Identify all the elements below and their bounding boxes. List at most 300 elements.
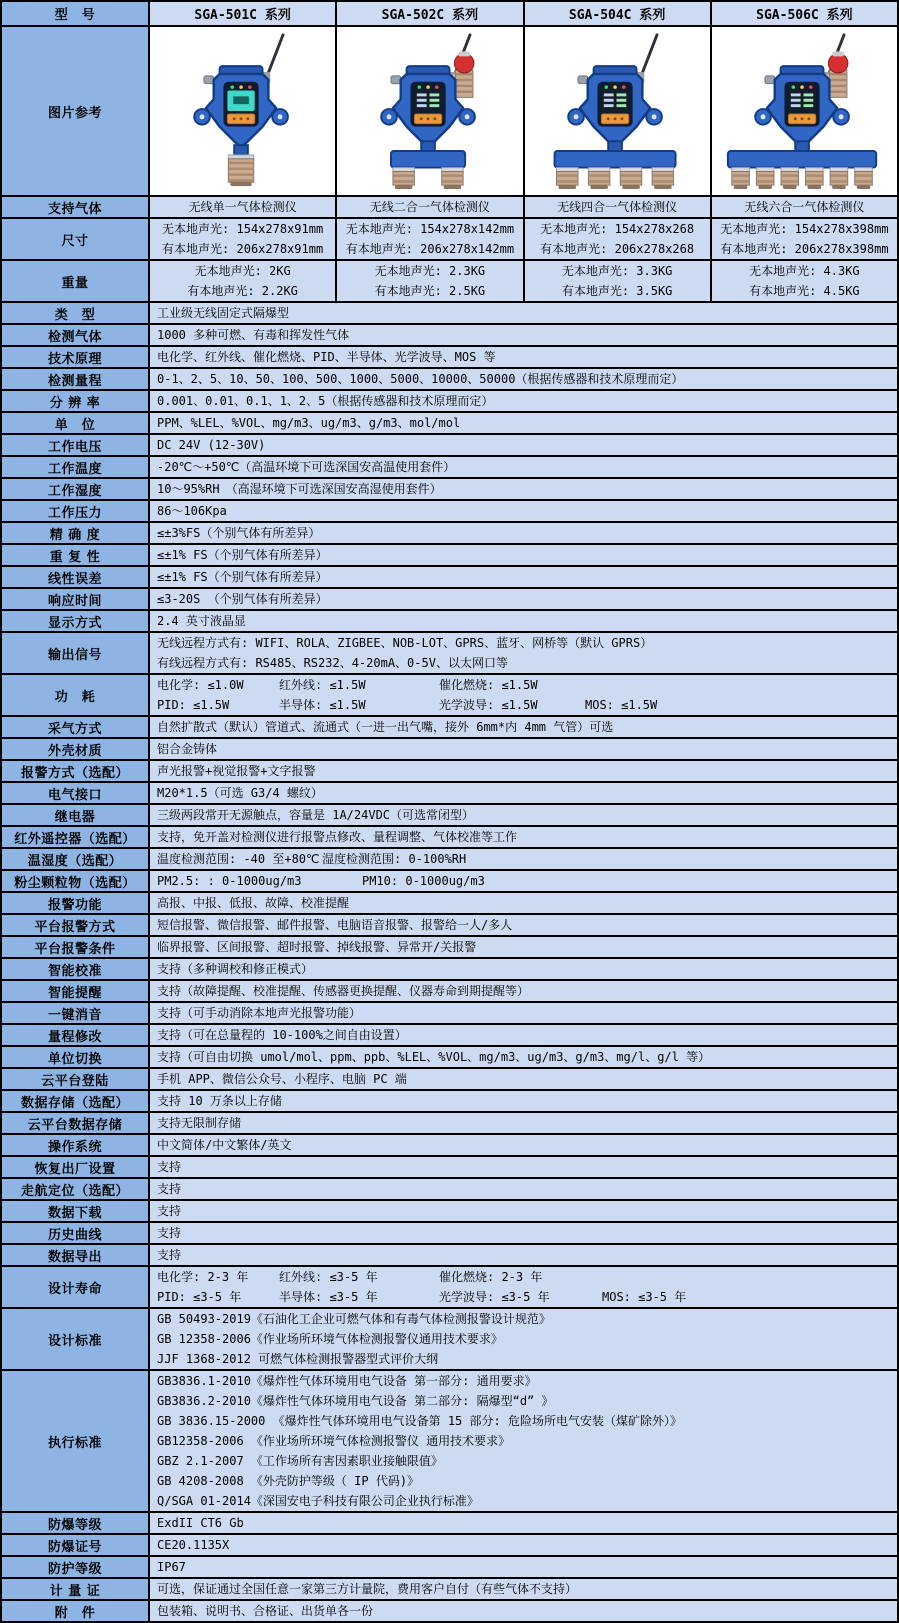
table-row	[1, 1578, 898, 1600]
spec-line: 支持	[157, 1160, 182, 1174]
spec-value-cell	[336, 260, 523, 302]
spec-segment: 光学波导: ≤1.5W	[439, 698, 538, 712]
table-row	[1, 260, 898, 302]
antenna-icon	[266, 35, 283, 78]
sensor-head-icon	[228, 155, 253, 186]
spec-value-cell	[149, 980, 898, 1002]
table-row	[1, 566, 898, 588]
spec-value-cell	[524, 196, 711, 218]
manifold-block	[391, 151, 465, 168]
spec-line: 无本地声光: 154x278x142mm	[345, 222, 515, 236]
table-row	[1, 980, 898, 1002]
table-row	[1, 1002, 898, 1024]
spec-line: 0-1、2、5、10、50、100、500、1000、5000、10000、50000（根据传感器和技术原理而定）	[157, 372, 684, 386]
spec-line: 无线远程方式有: WIFI、ROLA、ZIGBEE、NOB-LOT、GPRS、蓝牙、网桥等（默认 GPRS）	[157, 636, 653, 650]
table-row	[1, 588, 898, 610]
table-row	[1, 390, 898, 412]
spec-value-cell	[149, 892, 898, 914]
spec-line: GB3836.1-2010《爆炸性气体环境用电气设备 第一部分: 通用要求》	[157, 1374, 537, 1388]
device-image-cell	[149, 26, 336, 196]
sensor-head-icon	[620, 168, 641, 189]
table-row	[1, 1112, 898, 1134]
spec-line: IP67	[157, 1560, 186, 1574]
spec-line: 支持（可手动消除本地声光报警功能）	[157, 1006, 362, 1020]
spec-line: 手机 APP、微信公众号、小程序、电脑 PC 端	[157, 1072, 407, 1086]
spec-value-cell	[149, 522, 898, 544]
table-row	[1, 196, 898, 218]
table-row	[1, 892, 898, 914]
table-row	[1, 1600, 898, 1622]
spec-line: GB 12358-2006《作业场所环境气体检测报警仪通用技术要求》	[157, 1332, 503, 1346]
gas-detector-illustration	[157, 31, 329, 191]
spec-value-cell	[149, 1266, 898, 1308]
spec-line: GB 4208-2008 《外壳防护等级（ IP 代码)》	[157, 1474, 420, 1488]
spec-value-cell	[149, 1308, 898, 1370]
spec-segment: 温度检测范围: -40 至+80℃	[157, 852, 320, 866]
spec-line	[157, 695, 890, 715]
table-row	[1, 522, 898, 544]
row-label: 工作温度	[1, 456, 149, 478]
spec-value-cell	[524, 218, 711, 260]
row-label: 设计寿命	[1, 1266, 149, 1308]
device-image-cell	[336, 26, 523, 196]
spec-line: 支持，免开盖对检测仪进行报警点修改、量程调整、气体校准等工作	[157, 830, 518, 844]
table-row	[1, 1200, 898, 1222]
spec-line: 高报、中报、低报、故障、校准提醒	[157, 896, 350, 910]
spec-line: 无本地声光: 2.3KG	[374, 264, 486, 278]
row-label: 功 耗	[1, 674, 149, 716]
spec-value-cell	[149, 1112, 898, 1134]
spec-line: PPM、%LEL、%VOL、mg/m3、ug/m3、g/m3、mol/mol	[157, 416, 461, 430]
table-row	[1, 302, 898, 324]
spec-value-cell	[149, 346, 898, 368]
spec-value-cell	[149, 936, 898, 958]
spec-value-cell	[149, 848, 898, 870]
row-label: 数据下载	[1, 1200, 149, 1222]
spec-line: 工业级无线固定式隔爆型	[157, 306, 290, 320]
spec-line: 支持	[157, 1204, 182, 1218]
table-row	[1, 826, 898, 848]
sensor-head-icon	[732, 168, 750, 189]
spec-line: 有本地声光: 3.5KG	[561, 284, 673, 298]
spec-value-cell	[149, 1178, 898, 1200]
spec-line: 电化学、红外线、催化燃烧、PID、半导体、光学波导、MOS 等	[157, 350, 496, 364]
gas-detector-illustration	[531, 31, 703, 191]
row-label: 外壳材质	[1, 738, 149, 760]
table-row	[1, 1244, 898, 1266]
table-row	[1, 346, 898, 368]
spec-line: GB 3836.15-2000 《爆炸性气体环境用电气设备第 15 部分: 危险场所电气安装（煤矿除外）》	[157, 1414, 682, 1428]
row-label: 平台报警方式	[1, 914, 149, 936]
row-label: 数据存储（选配）	[1, 1090, 149, 1112]
sensor-head-icon	[831, 168, 849, 189]
table-row	[1, 368, 898, 390]
spec-value-cell	[149, 1134, 898, 1156]
row-label: 平台报警条件	[1, 936, 149, 958]
table-row	[1, 1370, 898, 1512]
spec-line: Q/SGA 01-2014《深国安电子科技有限公司企业执行标准》	[157, 1494, 479, 1508]
row-label: 继电器	[1, 804, 149, 826]
spec-line: ≤3-20S （个别气体有所差异）	[157, 592, 328, 606]
spec-line: 86～106Kpa	[157, 504, 227, 518]
row-label: 重量	[1, 260, 149, 302]
spec-value-cell	[149, 1156, 898, 1178]
spec-line: 无本地声光: 154x278x268	[540, 222, 695, 236]
row-label: 工作湿度	[1, 478, 149, 500]
spec-value-cell	[524, 260, 711, 302]
row-label: 单 位	[1, 412, 149, 434]
spec-line: 有本地声光: 206x278x142mm	[345, 242, 515, 256]
spec-line: ≤±3%FS（个别气体有所差异）	[157, 526, 321, 540]
spec-line: 0.001、0.01、0.1、1、2、5（根据传感器和技术原理而定）	[157, 394, 494, 408]
spec-line: 无线四合一气体检测仪	[557, 200, 678, 214]
spec-value-cell	[149, 324, 898, 346]
spec-value-cell	[711, 196, 898, 218]
spec-value-cell	[149, 1578, 898, 1600]
spec-segment: 红外线: ≤1.5W	[279, 678, 366, 692]
row-label: 重 复 性	[1, 544, 149, 566]
spec-value-cell	[149, 500, 898, 522]
spec-line: 支持	[157, 1248, 182, 1262]
row-label: 数据导出	[1, 1244, 149, 1266]
table-row	[1, 412, 898, 434]
spec-value-cell	[149, 1200, 898, 1222]
spec-line: 支持 10 万条以上存储	[157, 1094, 282, 1108]
spec-line: 无线六合一气体检测仪	[744, 200, 865, 214]
row-label: 历史曲线	[1, 1222, 149, 1244]
spec-value-cell	[149, 434, 898, 456]
spec-line: M20*1.5（可选 G3/4 螺纹）	[157, 786, 323, 800]
row-label: 支持气体	[1, 196, 149, 218]
device-image-cell	[524, 26, 711, 196]
spec-value-cell	[149, 412, 898, 434]
row-label: 采气方式	[1, 716, 149, 738]
spec-value-cell	[149, 1556, 898, 1578]
spec-segment: 半导体: ≤3-5 年	[279, 1290, 378, 1304]
spec-value-cell	[149, 716, 898, 738]
spec-line: -20℃～+50℃（高温环境下可选深国安高温使用套件）	[157, 460, 456, 474]
row-label: 工作电压	[1, 434, 149, 456]
table-row	[1, 544, 898, 566]
manifold-block	[555, 151, 676, 168]
row-label: 操作系统	[1, 1134, 149, 1156]
manifold-block	[728, 151, 876, 168]
model-column-header: SGA-506C 系列	[711, 1, 898, 26]
spec-segment: 半导体: ≤1.5W	[279, 698, 366, 712]
spec-value-cell	[149, 958, 898, 980]
row-label: 响应时间	[1, 588, 149, 610]
spec-value-cell	[149, 544, 898, 566]
row-label: 显示方式	[1, 610, 149, 632]
device-image-cell	[711, 26, 898, 196]
table-row	[1, 324, 898, 346]
spec-segment: 电化学: 2-3 年	[157, 1270, 249, 1284]
spec-line: 有本地声光: 4.5KG	[749, 284, 860, 298]
row-label: 输出信号	[1, 632, 149, 674]
spec-line	[157, 1287, 890, 1307]
spec-line: 无线单一气体检测仪	[188, 200, 297, 214]
spec-line: ExdII CT6 Gb	[157, 1516, 244, 1530]
spec-line: 支持（多种调校和修正模式）	[157, 962, 314, 976]
spec-value-cell	[711, 218, 898, 260]
model-column-header: SGA-501C 系列	[149, 1, 336, 26]
table-row	[1, 1222, 898, 1244]
table-row	[1, 936, 898, 958]
spec-line: GB12358-2006 《作业场所环境气体检测报警仪 通用技术要求》	[157, 1434, 511, 1448]
row-label: 报警功能	[1, 892, 149, 914]
spec-segment: 湿度检测范围: 0-100%RH	[322, 852, 467, 866]
row-label: 恢复出厂设置	[1, 1156, 149, 1178]
row-label: 精 确 度	[1, 522, 149, 544]
table-row	[1, 218, 898, 260]
spec-line: 10～95%RH （高湿环境下可选深国安高湿使用套件）	[157, 482, 442, 496]
row-label: 智能校准	[1, 958, 149, 980]
spec-line: 支持无限制存储	[157, 1116, 242, 1130]
spec-line: 可选，保证通过全国任意一家第三方计量院，费用客户自付（有些气体不支持）	[157, 1582, 578, 1596]
row-label: 图片参考	[1, 26, 149, 196]
spec-line: 有本地声光: 206x278x398mm	[720, 242, 889, 256]
table-row	[1, 848, 898, 870]
spec-line: 无本地声光: 154x278x91mm	[162, 222, 324, 236]
table-row	[1, 26, 898, 196]
spec-line: 有线远程方式有: RS485、RS232、4-20mA、0-5V、以太网口等	[157, 656, 508, 670]
spec-value-cell	[149, 260, 336, 302]
spec-value-cell	[149, 1068, 898, 1090]
spec-value-cell	[149, 390, 898, 412]
spec-segment: 光学波导: ≤3-5 年	[439, 1290, 550, 1304]
row-label: 防爆证号	[1, 1534, 149, 1556]
spec-value-cell	[149, 804, 898, 826]
spec-value-cell	[149, 368, 898, 390]
table-row	[1, 434, 898, 456]
row-label: 分 辨 率	[1, 390, 149, 412]
spec-line: GB3836.2-2010《爆炸性气体环境用电气设备 第二部分: 隔爆型“d” 》	[157, 1394, 554, 1408]
table-row	[1, 870, 898, 892]
spec-line: JJF 1368-2012 可燃气体检测报警器型式评价大纲	[157, 1352, 439, 1366]
model-column-header: SGA-502C 系列	[336, 1, 523, 26]
spec-line: 短信报警、微信报警、邮件报警、电脑语音报警、报警给一人/多人	[157, 918, 513, 932]
spec-line: 支持	[157, 1182, 182, 1196]
spec-segment: PM2.5: : 0-1000ug/m3	[157, 874, 302, 888]
row-label: 技术原理	[1, 346, 149, 368]
sensor-head-icon	[855, 168, 873, 189]
spec-line: 有本地声光: 2.5KG	[374, 284, 486, 298]
row-label: 防护等级	[1, 1556, 149, 1578]
spec-value-cell	[711, 260, 898, 302]
table-row	[1, 914, 898, 936]
spec-line: GBZ 2.1-2007 《工作场所有害因素职业接触限值》	[157, 1454, 443, 1468]
table-row	[1, 1266, 898, 1308]
row-label: 检测量程	[1, 368, 149, 390]
spec-value-cell	[149, 782, 898, 804]
spec-value-cell	[149, 456, 898, 478]
spec-line: 无本地声光: 154x278x398mm	[720, 222, 889, 236]
spec-value-cell	[336, 218, 523, 260]
gas-detector-illustration	[718, 31, 890, 191]
spec-segment: 红外线: ≤3-5 年	[279, 1270, 378, 1284]
spec-line: 支持（可在总量程的 10-100%之间自由设置）	[157, 1028, 407, 1042]
table-row	[1, 610, 898, 632]
spec-line: 无本地声光: 4.3KG	[749, 264, 860, 278]
spec-line: 有本地声光: 2.2KG	[187, 284, 298, 298]
spec-table-body	[1, 1, 898, 1622]
table-row	[1, 1134, 898, 1156]
table-row	[1, 1556, 898, 1578]
row-label: 附 件	[1, 1600, 149, 1622]
sensor-head-icon	[393, 168, 414, 189]
spec-line	[157, 1267, 890, 1287]
spec-line: 自然扩散式（默认）管道式、流通式（一进一出气嘴，接外 6mm*内 4mm 气管）可选	[157, 720, 614, 734]
spec-value-cell	[149, 1222, 898, 1244]
table-row	[1, 1178, 898, 1200]
table-row	[1, 1024, 898, 1046]
row-label: 线性误差	[1, 566, 149, 588]
spec-value-cell	[149, 478, 898, 500]
spec-line: GB 50493-2019《石油化工企业可燃气体和有毒气体检测报警设计规范》	[157, 1312, 551, 1326]
spec-line: 支持（故障提醒、校准提醒、传感器更换提醒、仪器寿命到期提醒等）	[157, 984, 530, 998]
table-row	[1, 716, 898, 738]
row-label: 云平台登陆	[1, 1068, 149, 1090]
spec-line: 1000 多种可燃、有毒和挥发性气体	[157, 328, 350, 342]
row-label: 防爆等级	[1, 1512, 149, 1534]
table-row	[1, 1534, 898, 1556]
spec-value-cell	[149, 870, 898, 892]
spec-line: 有本地声光: 206x278x268	[540, 242, 695, 256]
spec-line: 2.4 英寸液晶显	[157, 614, 246, 628]
row-label: 一键消音	[1, 1002, 149, 1024]
spec-value-cell	[149, 1024, 898, 1046]
spec-value-cell	[149, 1244, 898, 1266]
row-label: 云平台数据存储	[1, 1112, 149, 1134]
spec-value-cell	[149, 826, 898, 848]
table-row	[1, 500, 898, 522]
row-label: 走航定位（选配）	[1, 1178, 149, 1200]
spec-value-cell	[149, 632, 898, 674]
spec-segment: 催化燃烧: ≤1.5W	[439, 678, 538, 692]
row-label: 设计标准	[1, 1308, 149, 1370]
spec-value-cell	[149, 1046, 898, 1068]
row-label: 尺寸	[1, 218, 149, 260]
row-label: 粉尘颗粒物（选配）	[1, 870, 149, 892]
spec-line	[157, 849, 890, 869]
table-row	[1, 1, 898, 26]
spec-segment: 催化燃烧: 2-3 年	[439, 1270, 543, 1284]
spec-value-cell	[149, 1534, 898, 1556]
spec-value-cell	[149, 1002, 898, 1024]
spec-line	[157, 675, 890, 695]
sensor-head-icon	[806, 168, 824, 189]
spec-value-cell	[149, 1370, 898, 1512]
spec-line: ≤±1% FS（个别气体有所差异）	[157, 570, 328, 584]
spec-line: CE20.1135X	[157, 1538, 230, 1552]
spec-value-cell	[149, 1600, 898, 1622]
spec-value-cell	[149, 914, 898, 936]
row-label: 量程修改	[1, 1024, 149, 1046]
spec-line: 无本地声光: 2KG	[194, 264, 291, 278]
spec-segment: 电化学: ≤1.0W	[157, 678, 244, 692]
table-row	[1, 1090, 898, 1112]
row-label: 温湿度（选配）	[1, 848, 149, 870]
spec-value-cell	[149, 566, 898, 588]
spec-line: 三级两段常开无源触点，容量是 1A/24VDC（可选常闭型）	[157, 808, 475, 822]
spec-line: ≤±1% FS（个别气体有所差异）	[157, 548, 328, 562]
spec-value-cell	[149, 610, 898, 632]
table-row	[1, 1308, 898, 1370]
spec-line: 有本地声光: 206x278x91mm	[162, 242, 324, 256]
table-row	[1, 1046, 898, 1068]
row-label: 单位切换	[1, 1046, 149, 1068]
row-label: 电气接口	[1, 782, 149, 804]
sensor-head-icon	[442, 168, 463, 189]
spec-line	[157, 871, 890, 891]
spec-segment: PID: ≤1.5W	[157, 698, 230, 712]
table-row	[1, 1512, 898, 1534]
row-label: 报警方式（选配）	[1, 760, 149, 782]
model-column-header: SGA-504C 系列	[524, 1, 711, 26]
table-row	[1, 1068, 898, 1090]
spec-line: 无本地声光: 3.3KG	[561, 264, 673, 278]
spec-value-cell	[149, 760, 898, 782]
row-label: 型 号	[1, 1, 149, 26]
spec-value-cell	[149, 302, 898, 324]
sensor-head-icon	[589, 168, 610, 189]
spec-line: 中文简体/中文繁体/英文	[157, 1138, 292, 1152]
spec-value-cell	[149, 674, 898, 716]
row-label: 工作压力	[1, 500, 149, 522]
spec-segment: MOS: ≤3-5 年	[602, 1290, 687, 1304]
sensor-head-icon	[557, 168, 578, 189]
row-label: 类 型	[1, 302, 149, 324]
spec-line: DC 24V (12-30V)	[157, 438, 266, 452]
table-row	[1, 782, 898, 804]
spec-line: 声光报警+视觉报警+文字报警	[157, 764, 316, 778]
table-row	[1, 804, 898, 826]
spec-segment: PID: ≤3-5 年	[157, 1290, 242, 1304]
spec-value-cell	[149, 218, 336, 260]
row-label: 检测气体	[1, 324, 149, 346]
table-row	[1, 1156, 898, 1178]
row-label: 计 量 证	[1, 1578, 149, 1600]
antenna-icon	[641, 35, 658, 78]
sensor-head-icon	[757, 168, 775, 189]
gas-detector-illustration	[344, 31, 516, 191]
table-row	[1, 738, 898, 760]
row-label: 执行标准	[1, 1370, 149, 1512]
sensor-head-icon	[781, 168, 799, 189]
table-row	[1, 478, 898, 500]
spec-line: 无线二合一气体检测仪	[369, 200, 490, 214]
spec-value-cell	[149, 738, 898, 760]
spec-segment: PM10: 0-1000ug/m3	[362, 874, 485, 888]
table-row	[1, 674, 898, 716]
spec-value-cell	[149, 1512, 898, 1534]
row-label: 红外遥控器（选配）	[1, 826, 149, 848]
spec-line: 铝合金铸体	[157, 742, 218, 756]
spec-segment: MOS: ≤1.5W	[585, 698, 658, 712]
table-row	[1, 632, 898, 674]
spec-line: 支持	[157, 1226, 182, 1240]
sensor-head-icon	[652, 168, 673, 189]
spec-line: 包装箱、说明书、合格证、出货单各一份	[157, 1604, 374, 1618]
spec-value-cell	[149, 588, 898, 610]
spec-value-cell	[149, 1090, 898, 1112]
row-label: 智能提醒	[1, 980, 149, 1002]
spec-line: 临界报警、区间报警、超时报警、掉线报警、异常开/关报警	[157, 940, 477, 954]
table-row	[1, 456, 898, 478]
spec-line: 支持（可自由切换 umol/mol、ppm、ppb、%LEL、%VOL、mg/m3、ug/m3、g/m3、mg/l、g/l 等）	[157, 1050, 711, 1064]
table-row	[1, 958, 898, 980]
spec-value-cell	[149, 196, 336, 218]
